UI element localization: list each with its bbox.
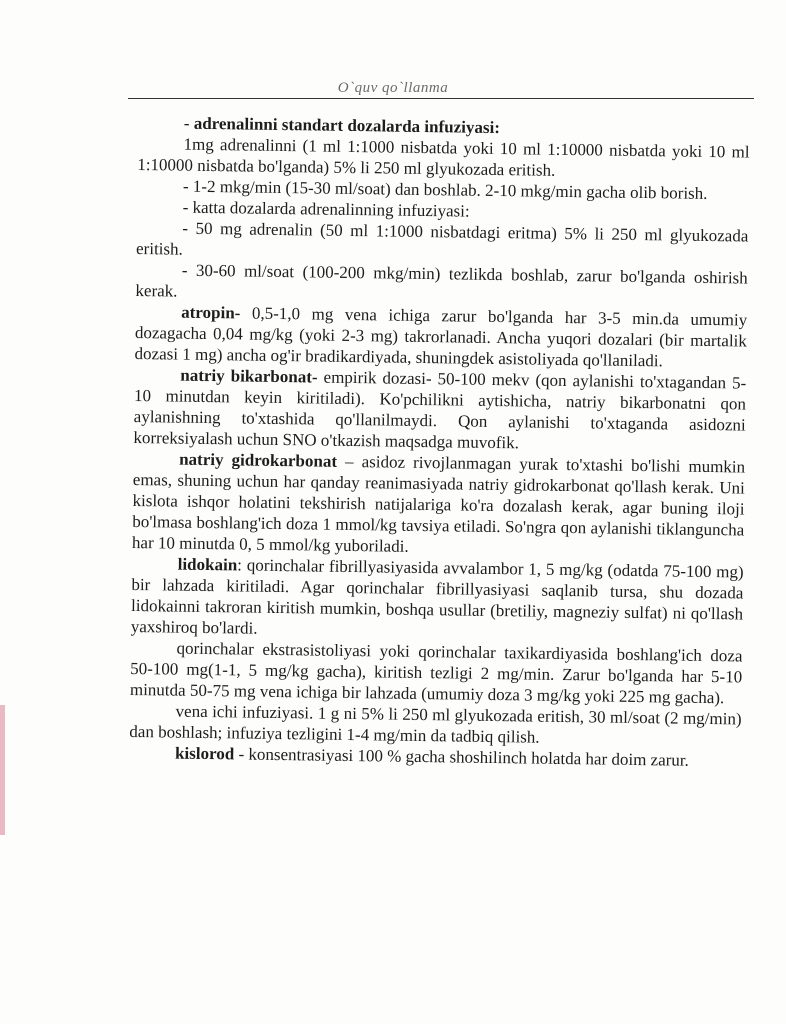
term: lidokain [177,554,238,575]
paragraph-text: - katta dozalarda adrenalinning infuziyasi: [182,197,470,221]
paragraph [131,553,744,646]
paragraph-text: - 1-2 mkg/min (15-30 ml/soat) dan boshlab. 2-10 mkg/min gacha olib borish. [182,176,708,203]
term: adrenalinni standart dozalarda infuziyasi: [193,113,501,138]
document-body [129,112,750,771]
paragraph-text: 1mg adrenalinni (1 ml 1:1000 nisbatda yoki 10 ml 1:10000 nisbatda yoki 10 ml 1:10000 nisbatda bo'lganda) 5% li 250 ml glyukozada eritish. [137,134,750,180]
running-header: O`quv qo`llanma [337,80,449,96]
paragraph [133,364,746,457]
paragraph-text: – asidoz rivojlanmagan yurak to'xtashi bo'lishi mumkin emas, shuning uchun har qanday reanimasiyada natriy gidrokarbonat qo'llash kerak. Uni kislota ishqor holatini tekshirish natijalariga ko'ra dozalash kerak, agar buning iloji bo'lmasa boshlang'ich doza 1 mmol/kg tavsiya etiladi. So'ngra qon aylanishi tiklanguncha har 10 minutda 0, 5 mmol/kg yuboriladi. [131,451,746,556]
paragraph-text: empirik dozasi- 50-100 mekv (qon aylanishi to'xtagandan 5-10 minutdan keyin kiritiladi). Ko'pchilikni aytishicha, natriy bikarbonatni qon aylanishning to'xtashida qo'llanilmaydi. Qon aylanishi to'xtaganda asidozni korreksiyalash uchun SNO o'tkazish maqsadga muvofik. [133,367,747,453]
paragraph-text: - 30-60 ml/soat (100-200 mkg/min) tezlikda boshlab, zarur bo'lganda oshirish kerak. [135,260,748,301]
paragraph [134,301,747,373]
paragraph-text: qorinchalar ekstrasistoliyasi yoki qorinchalar taxikardiyasida boshlang'ich doza 50-100 mg(1-1, 5 mg/kg gacha), kiritish tezligi 2 mg/min. Zarur bo'lganda har 5-10 minutda 50-75 mg vena ichiga bir lahzada (umumiy doza 3 mg/kg yoki 225 mg gacha). [129,638,743,708]
paragraph-text: 0,5-1,0 mg vena ichiga zarur bo'lganda har 3-5 min.da umumiy dozagacha 0,04 mg/kg (yoki 2-3 mg) takrorlanadi. Ancha yuqori dozalari (bir martalik dozasi 1 mg) ancha og'ir bradikardiyada, shuningdek asistoliyada qo'llaniladi. [134,303,748,371]
paragraph-text: - 50 mg adrenalin (50 ml 1:1000 nisbatdagi eritma) 5% li 250 ml glyukozada eritish. [135,218,749,259]
bullet: - [183,113,194,133]
header-rule [128,98,754,99]
paragraph-text: - konsentrasiyasi 100 % gacha shoshilinch holatda har doim zarur. [234,744,689,770]
term: atropin- [181,302,241,323]
margin-mark [0,705,5,835]
paragraph [132,448,745,562]
paragraph-text: vena ichi infuziyasi. 1 g ni 5% li 250 ml glyukozada eritish, 30 ml/soat (2 mg/min) dan boshlash; infuziya tezligini 1-4 mg/min da tadbiq qilish. [129,701,742,747]
term: natriy gidrokarbonat [179,449,338,471]
paragraph [130,637,743,709]
paragraph-text: : qorinchalar fibrillyasiyasida avvalambor 1, 5 mg/kg (odatda 75-100 mg) bir lahzada kiritiladi. Agar qorinchalar fibrillyasiyasi saqlanib tursa, shu dozada lidokainni takroran kiritish mumkin, boshqa usullar (bretiliy, magneziy sulfat) ni qo'llash yaxshiroq bo'lardi. [130,555,744,638]
term: natriy bikarbonat- [180,365,318,387]
term: kislorod [174,743,235,764]
